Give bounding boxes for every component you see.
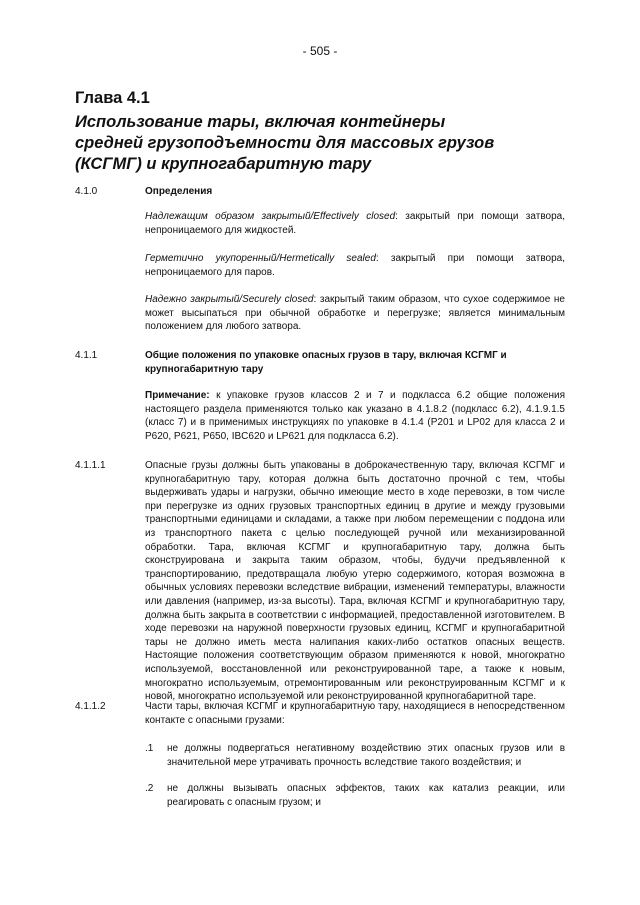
note-label: Примечание: bbox=[145, 390, 210, 401]
chapter-title: Использование тары, включая контейнеры средней грузоподъемности для массовых грузов (КСГМГ) и крупногабаритную тару bbox=[75, 113, 495, 173]
definition-term: Надлежащим образом закрытый/Effectively closed bbox=[145, 211, 396, 222]
definition-hermetically-sealed bbox=[145, 252, 565, 279]
definition-securely-closed bbox=[145, 293, 565, 334]
definition-text: : закрытый таким образом, что сухое содержимое не может высыпаться при обычной обработке и перегрузке; является минимальным положением для любого затвора. bbox=[145, 294, 565, 333]
list-item-marker: .2 bbox=[145, 783, 154, 794]
section-number-4-1-1: 4.1.1 bbox=[75, 350, 98, 361]
chapter-label: Глава 4.1 bbox=[75, 89, 150, 107]
section-heading-general-provisions: Общие положения по упаковке опасных грузов в тару, включая КСГМГ и крупногабаритную тару bbox=[145, 350, 507, 375]
list-item: не должны вызывать опасных эффектов, таких как катализ реакции, или реагировать с опасным грузом; и bbox=[167, 783, 565, 808]
definition-text: : закрытый при помощи затвора, непроницаемого для жидкостей. bbox=[145, 211, 565, 236]
definition-term: Герметично укупоренный/Hermetically sealed bbox=[145, 253, 376, 264]
section-number-4-1-1-2: 4.1.1.2 bbox=[75, 701, 106, 712]
section-number-4-1-1-1: 4.1.1.1 bbox=[75, 460, 106, 471]
section-heading-definitions: Определения bbox=[145, 186, 213, 197]
note-text: к упаковке грузов классов 2 и 7 и подкласса 6.2 общие положения настоящего раздела применяются только как указано в 4.1.8.2 (подкласс 6.2), 4.1.9.1.5 (класс 7) и в применимых инструкциях по упаковке в 4.1.4 (Р201 и LP02 для класса 2 и Р620, Р621, Р650, IBC620 и LP621 для подкласса 6.2). bbox=[145, 390, 565, 442]
list-item: не должны подвергаться негативному воздействию этих опасных грузов или в значительной мере утрачивать прочность вследствие такого воздействия; и bbox=[167, 743, 565, 768]
note-paragraph bbox=[145, 389, 565, 443]
definition-effectively-closed bbox=[145, 210, 565, 237]
paragraph-4-1-1-2: Части тары, включая КСГМГ и крупногабаритную тару, находящиеся в непосредственном контакте с опасными грузами: bbox=[145, 701, 565, 726]
paragraph-4-1-1-1: Опасные грузы должны быть упакованы в доброкачественную тару, включая КСГМГ и крупногабаритную тару, которая должна быть достаточно прочной с тем, чтобы выдерживать удары и нагрузки, обычно имеющие место в ходе перевозки, в том числе при перегрузке из одних грузовых транспортных единиц в другие и между грузовыми транспортными единицами и складами, а также при любом перемещении с поддона или из транспортного пакета с целью последующей ручной или механизированной обработки. Тара, включая КСГМГ и крупногабаритную тару, должна быть сконструирована и закрыта таким образом, чтобы, будучи предъявленной к транспортированию, предотвращала любую утерю содержимого, которая возможна в обычных условиях перевозки вследствие вибрации, изменений температуры, влажности или давления (например, из-за высоты). Тара, включая КСГМГ и крупногабаритную тару, должна быть закрыта в соответствии с информацией, предоставленной изготовителем. В ходе перевозки на наружной поверхности грузовых единиц, КСГМГ и крупногабаритной тары не должно иметь места налипания каких-либо остатков опасных веществ. Настоящие положения соответствующим образом применяются к новой, многократно используемой, восстановленной или реконструированной таре, а также к новым, многократно используемым, отремонтированным или реконструированным КСГМГ и к новой, многократно используемой или реконструированной крупногабаритной таре. bbox=[145, 460, 565, 703]
definition-term: Надежно закрытый/Securely closed bbox=[145, 294, 314, 305]
definition-text: : закрытый при помощи затвора, непроницаемого для паров. bbox=[145, 253, 565, 278]
section-number-4-1-0: 4.1.0 bbox=[75, 186, 98, 197]
page-number: - 505 - bbox=[302, 44, 338, 58]
list-item-marker: .1 bbox=[145, 743, 154, 754]
